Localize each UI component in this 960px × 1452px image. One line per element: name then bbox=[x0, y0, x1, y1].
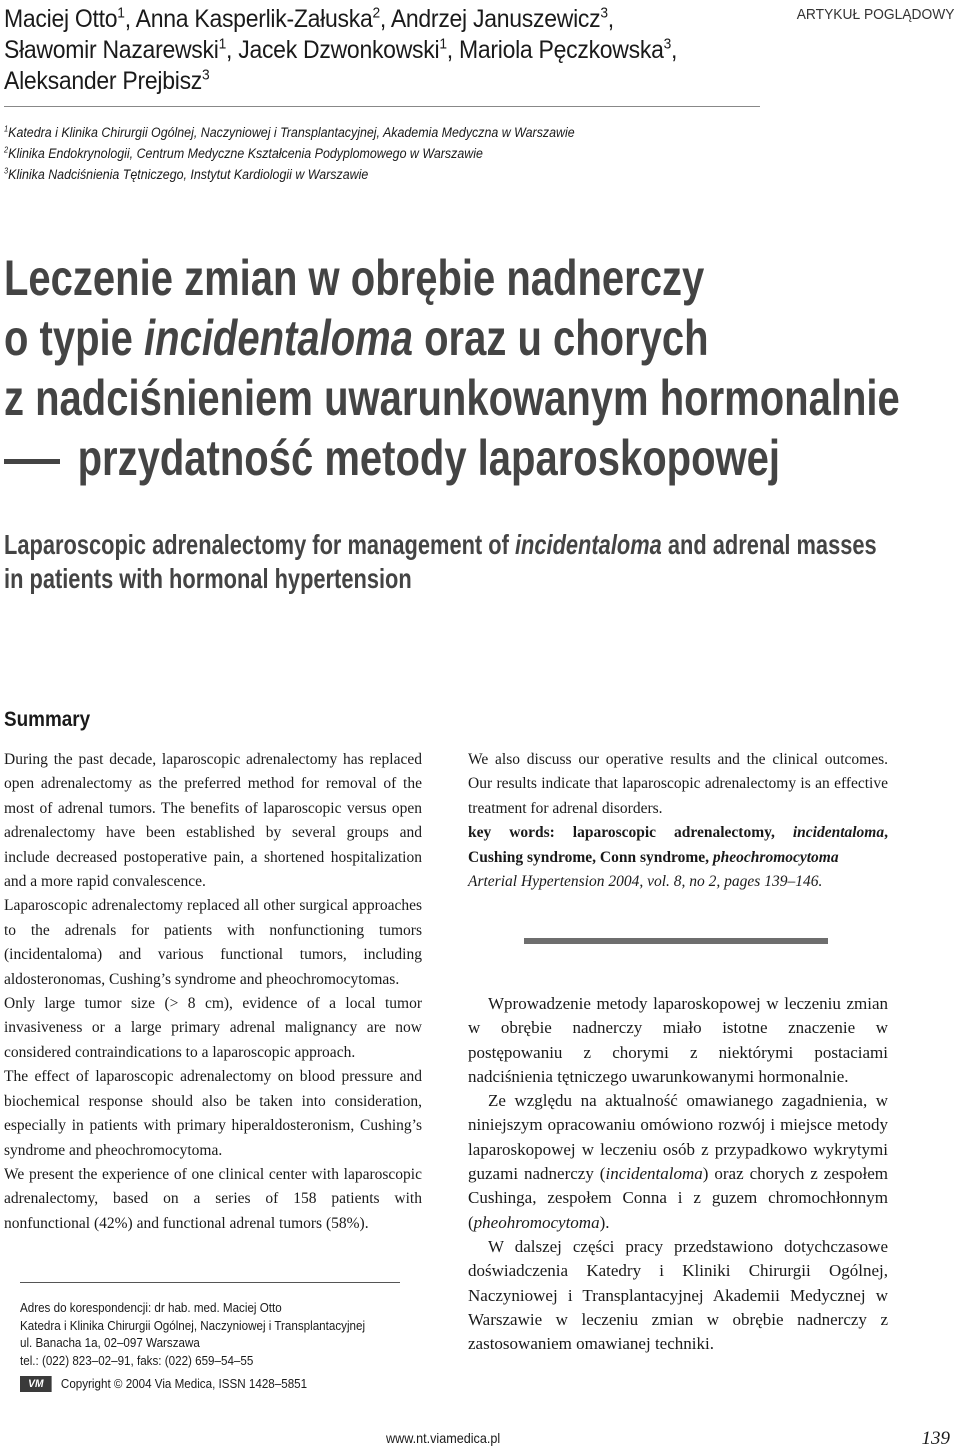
correspondence-divider bbox=[20, 1282, 400, 1283]
summary-paragraph: Only large tumor size (> 8 cm), evidence of a local tumor invasiveness or a large primary adrenal malignancy are now considered contraindications to a laparoscopic approach. bbox=[4, 995, 422, 1061]
subtitle-line: Laparoscopic adrenalectomy for management of incidentaloma and adrenal masses bbox=[4, 529, 877, 560]
copyright-row bbox=[20, 1376, 307, 1392]
title-line: z nadciśnieniem uwarunkowanym hormonalnie bbox=[4, 370, 900, 426]
keywords: key words: laparoscopic adrenalectomy, incidentaloma, Cushing syndrome, Conn syndrome, pheochromocytoma bbox=[468, 824, 888, 866]
header-divider bbox=[4, 106, 760, 107]
author-line: Sławomir Nazarewski$^1$, Jacek Dzwonkowski$^1$, Mariola Pęczkowska$^3$, bbox=[4, 35, 678, 64]
intro-paragraph: Ze względu na aktualność omawianego zagadnienia, w niniejszym opracowaniu omówiono rozwój i miejsce metody laparoskopowej w leczeniu osób z przypadkowo wykrytymi guzami nadnerczy (incidentaloma) oraz chorych z zespołem Cushinga, zespołem Conna i z guzem chromochłonnym (pheohromocytoma). bbox=[468, 1091, 888, 1232]
em-dash-rule bbox=[4, 459, 60, 464]
summary-paragraph: During the past decade, laparoscopic adrenalectomy has replaced open adrenalectomy as the preferred method for removal of the most of adrenal tumors. The benefits of laparoscopic versus open adrenalectomy have been established by several groups and include decreased postoperative pain, a shortened hospitalization and a more rapid convalescence. bbox=[4, 751, 422, 891]
author-line: Maciej Otto$^1$, Anna Kasperlik-Załuska$^2$, Andrzej Januszewicz$^3$, bbox=[4, 4, 614, 33]
summary-paragraph: Laparoscopic adrenalectomy replaced all other surgical approaches to the adrenals for patients with nonfunctioning tumors (incidentaloma) and various functional tumors, including aldosteronomas, Cushing’s syndrome and pheochromocytomas. bbox=[4, 897, 422, 988]
article-title bbox=[4, 248, 900, 488]
summary-heading: Summary bbox=[4, 708, 91, 731]
correspondence-line: tel.: (022) 823–02–91, faks: (022) 659–54–55 bbox=[20, 1353, 254, 1368]
title-line: o typie incidentaloma oraz u chorych bbox=[4, 310, 709, 366]
article-type-label: ARTYKUŁ POGLĄDOWY bbox=[796, 6, 954, 23]
author-list bbox=[4, 4, 685, 97]
summary-text bbox=[4, 748, 422, 1236]
intro-paragraph: W dalszej części pracy przedstawiono dotychczasowe doświadczenia Katedry i Kliniki Chirurgii Ogólnej, Naczyniowej i Transplantacyjnej Akademii Medycznej w Warszawie w leczeniu zmian w obrębie nadnerczy z zastosowaniem omawianej techniki. bbox=[468, 1236, 888, 1354]
footer-url[interactable]: www.nt.viamedica.pl bbox=[386, 1430, 501, 1446]
copyright-text: Copyright © 2004 Via Medica, ISSN 1428–5851 bbox=[60, 1377, 308, 1391]
via-medica-logo: VM bbox=[20, 1376, 52, 1392]
affiliation-line: $^3$Klinika Nadciśnienia Tętniczego, Instytut Kardiologii w Warszawie bbox=[4, 166, 369, 182]
correspondence-line: Katedra i Klinika Chirurgii Ogólnej, Naczyniowej i Transplantacyjnej bbox=[20, 1318, 366, 1333]
summary-continuation bbox=[468, 748, 888, 894]
summary-paragraph: The effect of laparoscopic adrenalectomy on blood pressure and biochemical response should also be taken into consideration, especially in patients with primary hiperaldosteronism, Cushing’s syndrome and pheochromocytoma. bbox=[4, 1068, 422, 1159]
subtitle-line: in patients with hormonal hypertension bbox=[4, 563, 412, 594]
correspondence-line: Adres do korespondencji: dr hab. med. Maciej Otto bbox=[20, 1301, 282, 1315]
affiliation-line: $^2$Klinika Endokrynologii, Centrum Medyczne Kształcenia Podyplomowego w Warszawie bbox=[4, 145, 483, 161]
summary-paragraph: We present the experience of one clinical center with laparoscopic adrenalectomy, based on a series of 158 patients with nonfunctional (42%) and functional adrenal tumors (58%). bbox=[4, 1165, 422, 1232]
affiliations bbox=[4, 122, 575, 185]
section-separator bbox=[524, 938, 828, 944]
journal-citation: Arterial Hypertension 2004, vol. 8, no 2, pages 139–146. bbox=[468, 873, 823, 891]
intro-paragraph: Wprowadzenie metody laparoskopowej w leczeniu zmian w obrębie nadnerczy miało istotne znaczenie w postępowaniu z chorymi z niektórymi postaciami nadciśnienia tętniczego uwarunkowanymi hormonalnie. bbox=[468, 994, 888, 1086]
correspondence-address bbox=[20, 1300, 365, 1370]
correspondence-line: ul. Banacha 1a, 02–097 Warszawa bbox=[20, 1336, 200, 1350]
introduction-text bbox=[468, 992, 888, 1356]
english-title bbox=[4, 528, 877, 596]
summary-paragraph: We also discuss our operative results and the clinical outcomes. Our results indicate that laparoscopic adrenalectomy is an effective treatment for adrenal disorders. bbox=[468, 751, 888, 817]
title-line: przydatność metody laparoskopowej bbox=[4, 428, 900, 488]
author-line: Aleksander Prejbisz$^3$ bbox=[4, 66, 210, 95]
page-number: 139 bbox=[921, 1428, 950, 1449]
affiliation-line: $^1$Katedra i Klinika Chirurgii Ogólnej, Naczyniowej i Transplantacyjnej, Akademia Medyczna w Warszawie bbox=[4, 124, 575, 140]
title-line: Leczenie zmian w obrębie nadnerczy bbox=[4, 250, 705, 306]
